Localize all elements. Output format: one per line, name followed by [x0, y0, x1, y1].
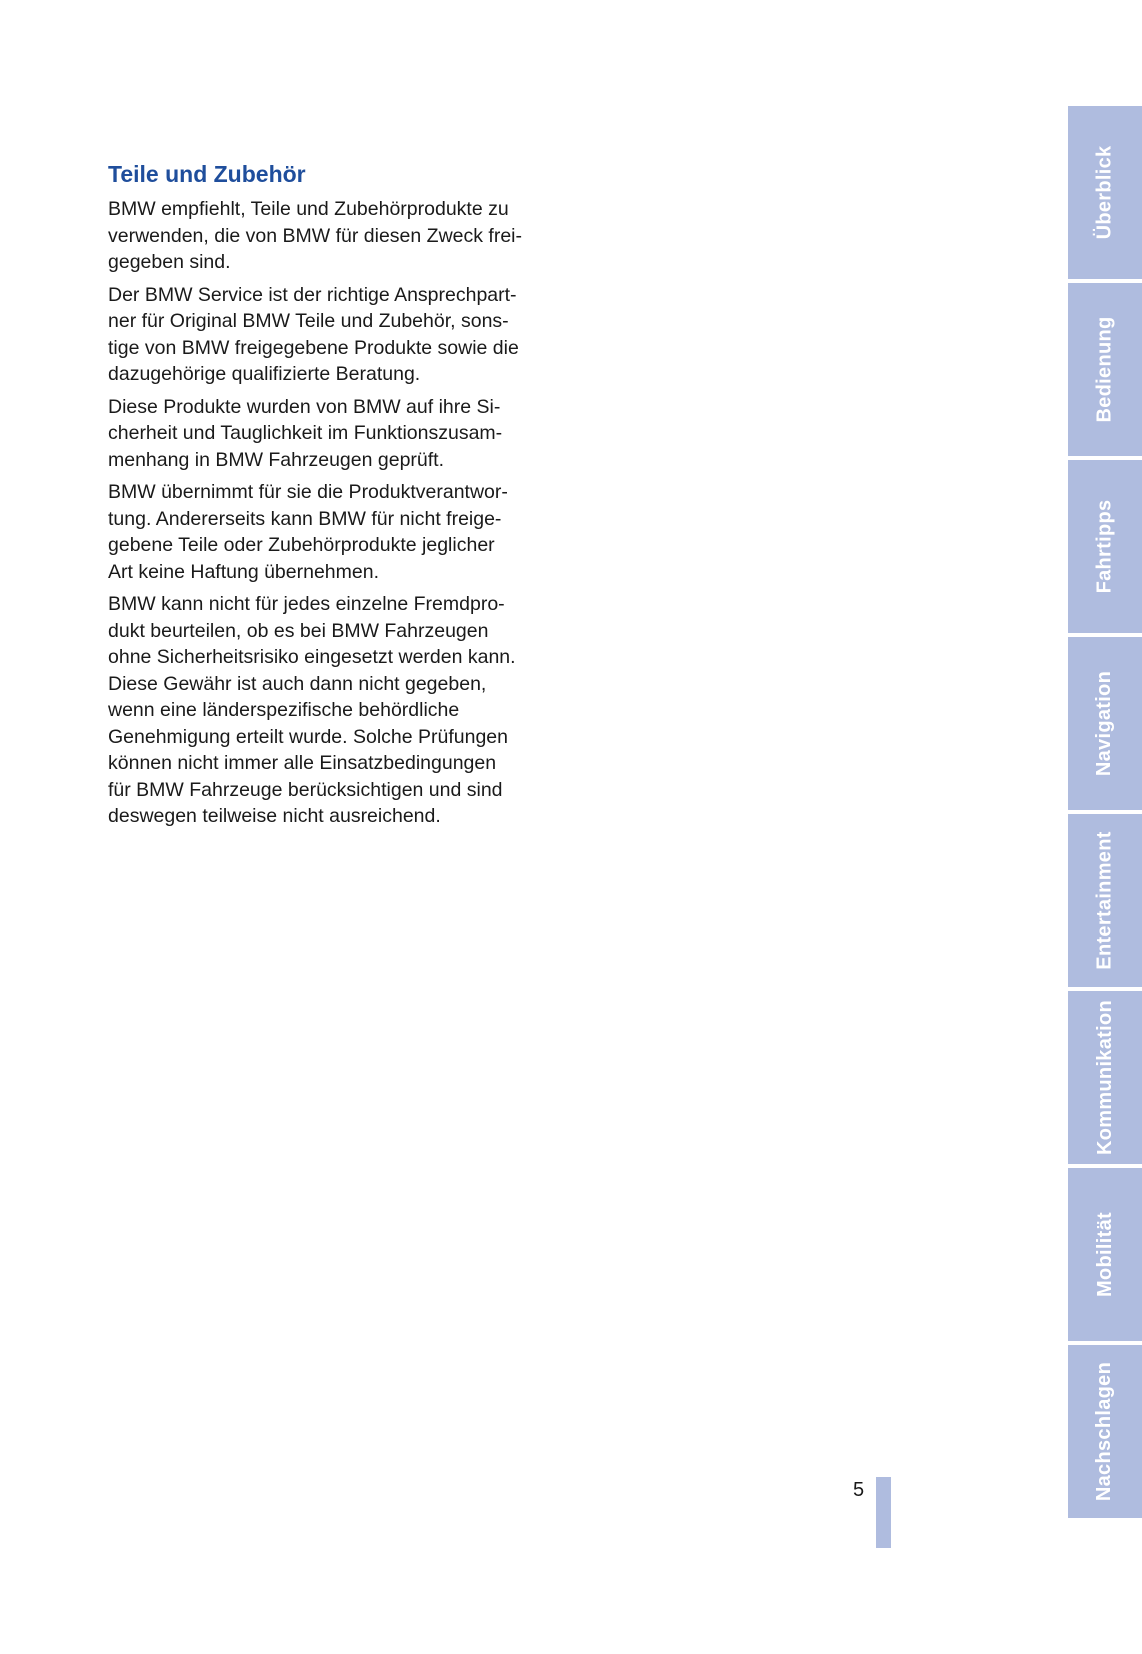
text-line: dazugehörige qualifizierte Beratung.	[108, 363, 421, 385]
page-content	[108, 160, 558, 836]
text-line: können nicht immer alle Einsatzbedingungen	[108, 752, 497, 774]
tab-fahrtipps[interactable]	[1068, 460, 1142, 633]
tab-entertainment[interactable]	[1068, 814, 1142, 987]
text-line: BMW übernimmt für sie die Produktverantwor-	[108, 481, 508, 503]
section-heading: Teile und Zubehör	[108, 161, 306, 187]
text-line: tung. Andererseits kann BMW für nicht freige-	[108, 507, 502, 530]
text-line: cherheit und Tauglichkeit im Funktionszusam-	[108, 422, 503, 444]
text-line: ohne Sicherheitsrisiko eingesetzt werden kann.	[108, 646, 516, 668]
tab-label: Nachschlagen	[1093, 1361, 1116, 1502]
tab-label: Navigation	[1093, 670, 1116, 777]
text-line: Diese Produkte wurden von BMW auf ihre Si-	[108, 395, 501, 418]
page-number: 5	[853, 1479, 865, 1501]
text-line: dukt beurteilen, ob es bei BMW Fahrzeugen	[108, 619, 489, 642]
tab-mobilitaet[interactable]	[1068, 1168, 1142, 1341]
tab-label: Fahrtipps	[1093, 499, 1116, 594]
tab-bedienung[interactable]	[1068, 283, 1142, 456]
tab-label: Kommunikation	[1093, 999, 1116, 1156]
text-line: deswegen teilweise nicht ausreichend.	[108, 805, 441, 827]
tab-label: Mobilität	[1093, 1212, 1116, 1297]
text-line: menhang in BMW Fahrzeugen geprüft.	[108, 448, 445, 471]
text-line: verwenden, die von BMW für diesen Zweck frei-	[108, 224, 522, 247]
paragraph-4	[108, 479, 558, 585]
tab-label: Entertainment	[1093, 831, 1116, 970]
text-line: ner für Original BMW Teile und Zubehör, sons-	[108, 310, 509, 332]
text-line: gegeben sind.	[108, 251, 231, 273]
paragraph-1	[108, 196, 558, 276]
tab-kommunikation[interactable]	[1068, 991, 1142, 1164]
tab-navigation[interactable]	[1068, 637, 1142, 810]
text-line: Genehmigung erteilt wurde. Solche Prüfungen	[108, 725, 508, 748]
page-marker-bar	[876, 1477, 891, 1548]
paragraph-5	[108, 591, 558, 830]
text-line: Der BMW Service ist der richtige Ansprechpart-	[108, 283, 517, 306]
text-line: Art keine Haftung übernehmen.	[108, 560, 380, 583]
text-line: tige von BMW freigegebene Produkte sowie die	[108, 336, 519, 359]
text-line: wenn eine länderspezifische behördliche	[108, 699, 460, 721]
text-line: gebene Teile oder Zubehörprodukte jeglicher	[108, 534, 495, 556]
tab-nachschlagen[interactable]	[1068, 1345, 1142, 1518]
tab-ueberblick[interactable]	[1068, 106, 1142, 279]
tab-label: Überblick	[1093, 145, 1116, 240]
paragraph-2	[108, 282, 558, 388]
text-line: Diese Gewähr ist auch dann nicht gegeben,	[108, 672, 487, 695]
text-line: BMW empfiehlt, Teile und Zubehörprodukte zu	[108, 198, 509, 220]
text-line: für BMW Fahrzeuge berücksichtigen und sind	[108, 778, 503, 801]
tab-label: Bedienung	[1093, 316, 1116, 423]
paragraph-3	[108, 394, 558, 474]
text-line: BMW kann nicht für jedes einzelne Fremdpro-	[108, 593, 505, 615]
